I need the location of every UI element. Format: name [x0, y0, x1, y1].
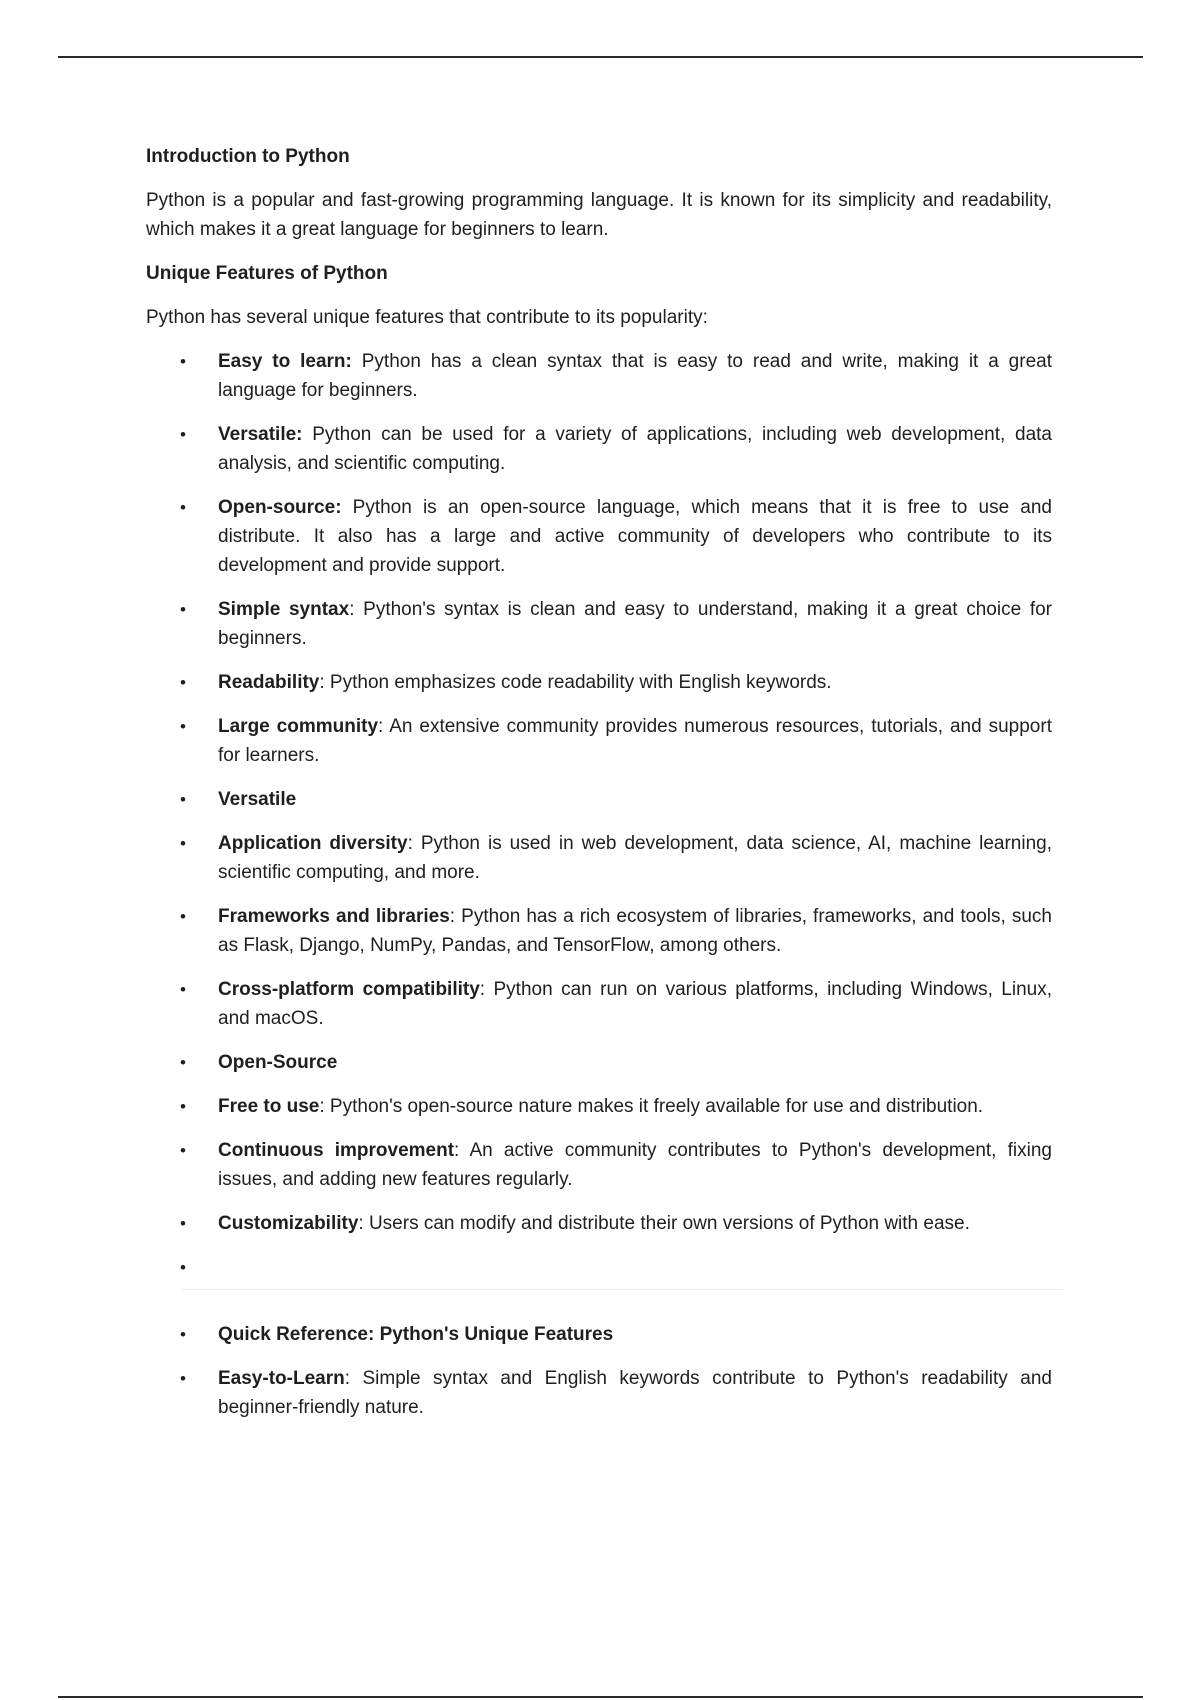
- feature-list-item: [146, 902, 1052, 960]
- bullet-icon: •: [180, 907, 186, 926]
- list-item-term: Application diversity: [218, 833, 408, 854]
- feature-list-item: [146, 1253, 1052, 1282]
- list-item-text: Python can be used for a variety of applications, including web development, data analysis, and scientific computing.: [218, 424, 1052, 474]
- bullet-icon: •: [180, 1141, 186, 1160]
- footer-rule: [58, 1696, 1143, 1698]
- reference-list-item: [146, 1320, 1052, 1349]
- list-item-term: Readability: [218, 672, 320, 693]
- list-item-text: : Users can modify and distribute their own versions of Python with ease.: [358, 1213, 970, 1234]
- page-title: Introduction to Python: [146, 146, 350, 167]
- list-item-term: Simple syntax: [218, 599, 350, 620]
- bullet-icon: •: [180, 1369, 186, 1388]
- list-item-term: Large community: [218, 716, 379, 737]
- list-item-text: : Python has a rich ecosystem of libraries, frameworks, and tools, such as Flask, Django, NumPy, Pandas, and TensorFlow, among others.: [218, 906, 1052, 956]
- quick-reference-list: [146, 1320, 1052, 1422]
- bullet-icon: •: [180, 425, 186, 444]
- bullet-icon: •: [180, 717, 186, 736]
- feature-list-item: [146, 712, 1052, 770]
- document-body: [146, 142, 1052, 1437]
- bullet-icon: •: [180, 498, 186, 517]
- bullet-icon: •: [180, 1258, 186, 1277]
- feature-list-item: [146, 1092, 1052, 1121]
- features-list: [146, 347, 1052, 1282]
- list-item-term: Versatile: [218, 789, 297, 810]
- bullet-icon: •: [180, 1214, 186, 1233]
- list-item-term: Cross-platform compatibility: [218, 979, 480, 1000]
- list-item-text: : An extensive community provides numerous resources, tutorials, and support for learners.: [218, 716, 1052, 766]
- bullet-icon: •: [180, 600, 186, 619]
- section-divider: [182, 1289, 1062, 1290]
- list-item-term: Quick Reference: Python's Unique Features: [218, 1324, 614, 1345]
- feature-list-item: [146, 1136, 1052, 1194]
- list-item-term: Free to use: [218, 1096, 320, 1117]
- feature-list-item: [146, 420, 1052, 478]
- list-item-text: : Python can run on various platforms, including Windows, Linux, and macOS.: [218, 979, 1052, 1029]
- list-item-text: : Python is used in web development, data science, AI, machine learning, scientific computing, and more.: [218, 833, 1052, 883]
- feature-list-item: [146, 595, 1052, 653]
- bullet-icon: •: [180, 1325, 186, 1344]
- feature-list-item: [146, 1048, 1052, 1077]
- feature-list-item: [146, 785, 1052, 814]
- header-rule: [58, 56, 1143, 58]
- bullet-icon: •: [180, 673, 186, 692]
- features-intro: Python has several unique features that contribute to its popularity:: [146, 307, 708, 328]
- feature-list-item: [146, 493, 1052, 580]
- list-item-text: Python is an open-source language, which means that it is free to use and distribute. It also has a large and active community of developers who contribute to its development and provide support.: [218, 497, 1052, 576]
- list-item-text: : An active community contributes to Python's development, fixing issues, and adding new features regularly.: [218, 1140, 1052, 1190]
- feature-list-item: [146, 668, 1052, 697]
- list-item-term: Customizability: [218, 1213, 359, 1234]
- bullet-icon: •: [180, 352, 186, 371]
- feature-list-item: [146, 1209, 1052, 1238]
- list-item-text: : Python's open-source nature makes it freely available for use and distribution.: [319, 1096, 984, 1117]
- list-item-term: Frameworks and libraries: [218, 906, 450, 927]
- feature-list-item: [146, 975, 1052, 1033]
- list-item-text: : Python emphasizes code readability with English keywords.: [319, 672, 832, 693]
- list-item-term: Continuous improvement: [218, 1140, 455, 1161]
- list-item-text: Python has a clean syntax that is easy to read and write, making it a great language for beginners.: [218, 351, 1052, 401]
- section-heading: Unique Features of Python: [146, 263, 388, 284]
- feature-list-item: [146, 829, 1052, 887]
- list-item-term: Open-source:: [218, 497, 342, 518]
- bullet-icon: •: [180, 980, 186, 999]
- list-item-text: : Python's syntax is clean and easy to understand, making it a great choice for beginners.: [218, 599, 1052, 649]
- bullet-icon: •: [180, 790, 186, 809]
- bullet-icon: •: [180, 834, 186, 853]
- feature-list-item: [146, 347, 1052, 405]
- list-item-term: Open-Source: [218, 1052, 338, 1073]
- reference-list-item: [146, 1364, 1052, 1422]
- list-item-text: : Simple syntax and English keywords contribute to Python's readability and beginner-friendly nature.: [218, 1368, 1052, 1418]
- list-item-term: Easy to learn:: [218, 351, 352, 372]
- bullet-icon: •: [180, 1053, 186, 1072]
- list-item-term: Easy-to-Learn: [218, 1368, 345, 1389]
- bullet-icon: •: [180, 1097, 186, 1116]
- intro-paragraph: Python is a popular and fast-growing programming language. It is known for its simplicity and readability, which makes it a great language for beginners to learn.: [146, 190, 1052, 240]
- list-item-term: Versatile:: [218, 424, 303, 445]
